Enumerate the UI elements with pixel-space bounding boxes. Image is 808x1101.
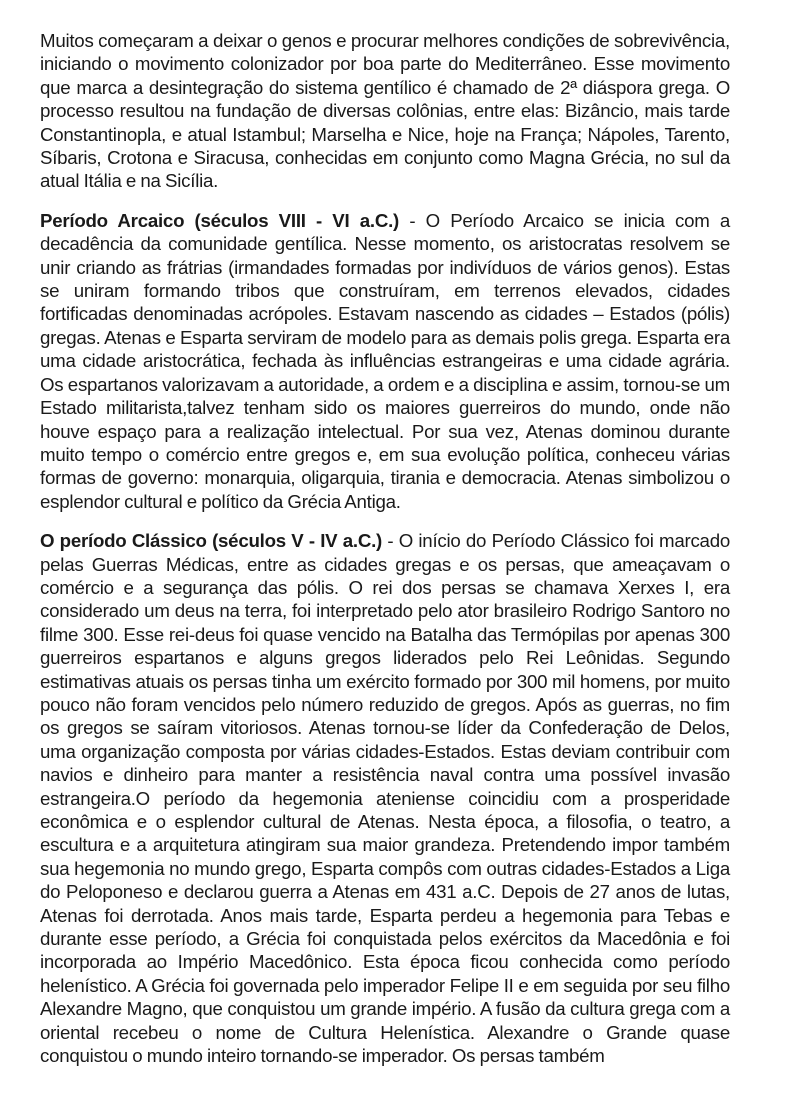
paragraph-archaic-period: [40, 209, 730, 513]
section-heading-classical: O período Clássico (séculos V - IV a.C.): [40, 530, 382, 552]
paragraph-colonization: [40, 29, 730, 193]
paragraph-text: - O Período Arcaico se inicia com a decadência da comunidade gentílica. Nesse momento, os aristocratas resolvem se unir criando as frátrias (irmandades formadas por indivíduos de vários genos). Estas se uniram formando tribos que construíram, em terrenos elevados, cidades fortificadas denominadas acrópoles. Estavam nascendo as cidades – Estados (pólis) gregas. Atenas e Esparta serviram de modelo para as demais polis grega. Esparta era uma cidade aristocrática, fechada às influências estrangeiras e uma cidade agrária. Os espartanos valorizavam a autoridade, a ordem e a disciplina e assim, tornou-se um Estado militarista,talvez tenham sido os maiores guerreiros do mundo, onde não houve espaço para a realização intelectual. Por sua vez, Atenas dominou durante muito tempo o comércio entre gregos e, em sua evolução política, conheceu várias formas de governo: monarquia, oligarquia, tirania e democracia. Atenas simbolizou o esplendor cultural e político da Grécia Antiga.: [40, 209, 730, 512]
document-page: [40, 29, 730, 1083]
paragraph-classical-period: [40, 529, 730, 1067]
paragraph-text: - O início do Período Clássico foi marcado pelas Guerras Médicas, entre as cidades gregas e os persas, que ameaçavam o comércio e a segurança das pólis. O rei dos persas se chamava Xerxes I, era considerado um deus na terra, foi interpretado pelo ator brasileiro Rodrigo Santoro no filme 300. Esse rei-deus foi quase vencido na Batalha das Termópilas por apenas 300 guerreiros espartanos e alguns gregos liderados pelo Rei Leônidas. Segundo estimativas atuais os persas tinha um exército formado por 300 mil homens, por muito pouco não foram vencidos pelo número reduzido de gregos. Após as guerras, no fim os gregos se saíram vitoriosos. Atenas tornou-se líder da Confederação de Delos, uma organização composta por várias cidades-Estados. Estas deviam contribuir com navios e dinheiro para manter a resistência naval contra uma possível invasão estrangeira.O período da hegemonia ateniense coincidiu com a prosperidade econômica e o esplendor cultural de Atenas. Nesta época, a filosofia, o teatro, a escultura e a arquitetura atingiram sua maior grandeza. Pretendendo impor também sua hegemonia no mundo grego, Esparta compôs com outras cidades-Estados a Liga do Peloponeso e declarou guerra a Atenas em 431 a.C. Depois de 27 anos de lutas, Atenas foi derrotada. Anos mais tarde, Esparta perdeu a hegemonia para Tebas e durante esse período, a Grécia foi conquistada pelos exércitos da Macedônia e foi incorporada ao Império Macedônico. Esta época ficou conhecida como período helenístico. A Grécia foi governada pelo imperador Felipe II e em seguida por seu filho Alexandre Magno, que conquistou um grande império. A fusão da cultura grega com a oriental recebeu o nome de Cultura Helenística. Alexandre o Grande quase conquistou o mundo inteiro tornando-se imperador. Os persas também: [40, 530, 730, 1067]
section-heading-archaic: Período Arcaico (séculos VIII - VI a.C.): [40, 209, 400, 231]
paragraph-text: Muitos começaram a deixar o genos e procurar melhores condições de sobrevivência, iniciando o movimento colonizador por boa parte do Mediterrâneo. Esse movimento que marca a desintegração do sistema gentílico é chamado de 2ª diáspora grega. O processo resultou na fundação de diversas colônias, entre elas: Bizâncio, mais tarde Constantinopla, e atual Istambul; Marselha e Nice, hoje na França; Nápoles, Tarento, Síbaris, Crotona e Siracusa, conhecidas em conjunto como Magna Grécia, no sul da atual Itália e na Sicília.: [40, 30, 730, 192]
